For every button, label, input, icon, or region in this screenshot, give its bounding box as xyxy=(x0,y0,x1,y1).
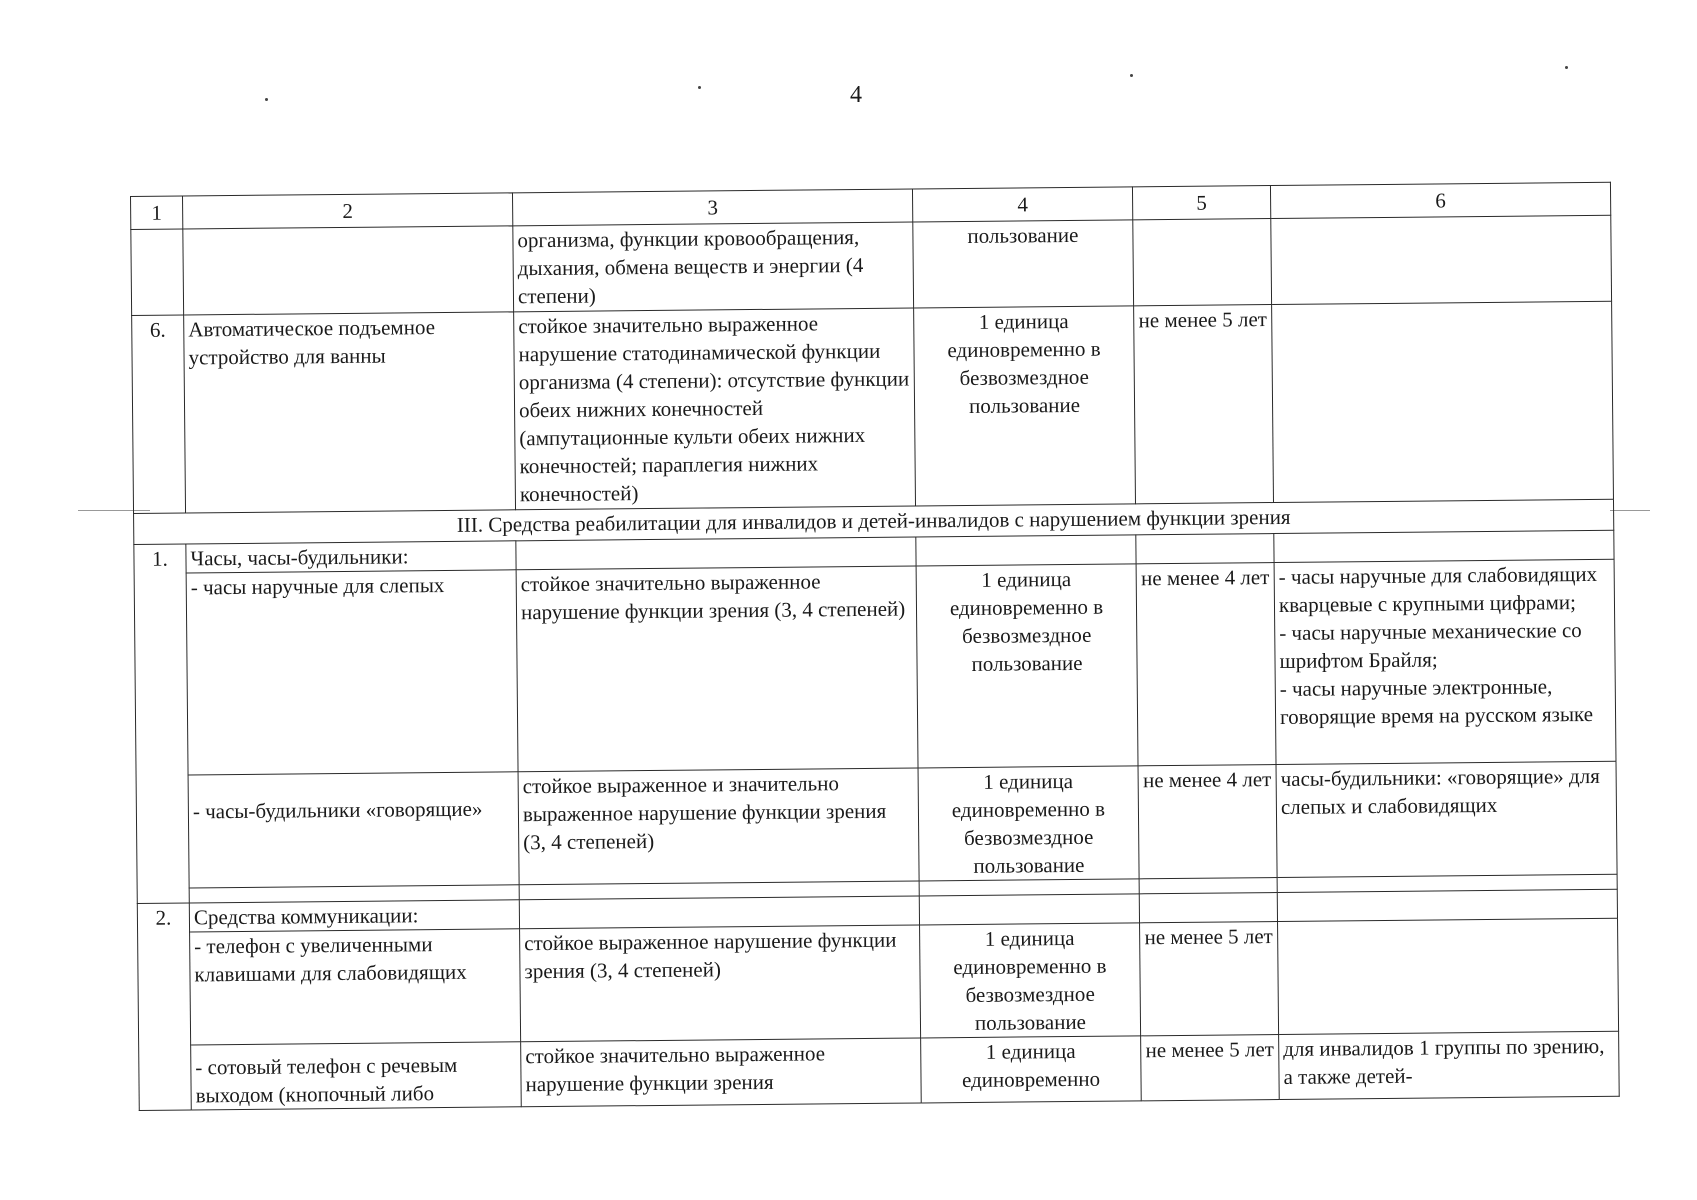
cell-condition: организма, функции кровообращения, дыхания, обмена веществ и энергии (4 степени) xyxy=(513,222,914,312)
cell-condition xyxy=(519,896,919,929)
cell-name: - часы наручные для слепых xyxy=(186,570,518,775)
header-col-3: 3 xyxy=(512,189,912,226)
cell-term xyxy=(1133,219,1272,306)
cell-name: Автоматическое подъемное устройство для ванны xyxy=(184,312,516,513)
cell-note xyxy=(1274,559,1616,764)
cell-condition: стойкое выраженное и значительно выраженное нарушение функции зрения (3, 4 степеней) xyxy=(518,768,919,885)
cell-condition: стойкое значительно выраженное нарушение статодинамической функции организма (4 степени): отсутствие функции обеих нижних конечностей (ампутационные культи обеих нижних конечностей; параплегия нижних конечностей) xyxy=(514,308,916,510)
header-col-4: 4 xyxy=(912,187,1132,222)
cell-quantity: 1 единица единовременно в безвозмездное пользование xyxy=(914,306,1136,506)
header-col-1: 1 xyxy=(131,196,183,229)
cell-num: 6. xyxy=(132,315,186,513)
cell-quantity xyxy=(916,535,1136,566)
table-row-wrist-watch xyxy=(134,559,1616,775)
cell-term xyxy=(1136,534,1274,564)
cell-note: часы-будильники: «говорящие» для слепых и слабовидящих xyxy=(1276,761,1617,877)
cell-group-title: Часы, часы-будильники: xyxy=(186,541,516,573)
scan-speck xyxy=(265,98,268,101)
cell-quantity: 1 единица единовременно в безвозмездное пользование xyxy=(920,923,1141,1038)
cell-condition: стойкое значительно выраженное нарушение функции зрения xyxy=(521,1038,922,1107)
cell-empty xyxy=(1139,878,1277,894)
header-col-2: 2 xyxy=(183,193,513,229)
cell-condition: стойкое выраженное нарушение функции зрения (3, 4 степеней) xyxy=(520,925,921,1042)
cell-note xyxy=(1272,301,1614,502)
cell-num: 2. xyxy=(137,903,191,1110)
section-title: III. Средства реабилитации для инвалидов и детей-инвалидов с нарушением функции зрения xyxy=(134,499,1614,544)
table-row-cell-phone xyxy=(139,1031,1620,1110)
table-row-alarm-clock xyxy=(136,761,1617,888)
cell-num xyxy=(131,229,184,315)
cell-quantity: 1 единица единовременно в безвозмездное пользование xyxy=(916,564,1138,768)
table-row-item-6 xyxy=(132,301,1614,513)
rehabilitation-table xyxy=(130,182,1620,1111)
scan-speck xyxy=(698,86,701,89)
header-col-6: 6 xyxy=(1270,182,1610,218)
table-row-continuation xyxy=(131,215,1612,315)
cell-quantity: пользование xyxy=(913,220,1134,308)
document-sheet xyxy=(130,182,1619,1111)
note-line: - часы наручные электронные, говорящие время на русском языке xyxy=(1279,674,1594,729)
cell-condition xyxy=(516,537,916,570)
cell-quantity xyxy=(919,894,1139,925)
cell-term: не менее 5 лет xyxy=(1134,305,1274,504)
cell-note xyxy=(1271,215,1612,304)
cell-term xyxy=(1139,893,1277,923)
table-row-big-key-phone xyxy=(138,918,1619,1045)
cell-note xyxy=(1278,918,1619,1034)
cell-term: не менее 4 лет xyxy=(1138,765,1277,879)
cell-quantity: 1 единица единовременно xyxy=(921,1036,1142,1103)
note-line: - часы наручные для слабовидящих кварцевые с крупными цифрами; xyxy=(1278,561,1598,617)
note-line: - часы наручные механические со шрифтом Брайля; xyxy=(1279,618,1582,673)
scan-speck xyxy=(1565,66,1568,69)
scan-stray-line-right xyxy=(1610,510,1650,511)
cell-note xyxy=(1277,889,1617,921)
cell-term: не менее 5 лет xyxy=(1140,922,1279,1036)
cell-group-title: Средства коммуникации: xyxy=(189,900,519,932)
cell-quantity: 1 единица единовременно в безвозмездное пользование xyxy=(918,766,1139,881)
cell-note xyxy=(1274,530,1614,562)
cell-term: не менее 5 лет xyxy=(1141,1035,1280,1101)
cell-note: для инвалидов 1 группы по зрению, а также детей- xyxy=(1279,1031,1620,1099)
cell-name: - часы-будильники «говорящие» xyxy=(188,772,519,888)
cell-name: - сотовый телефон с речевым выходом (кнопочный либо xyxy=(191,1042,522,1110)
cell-condition: стойкое значительно выраженное нарушение функции зрения (3, 4 степеней) xyxy=(516,566,918,772)
cell-num: 1. xyxy=(134,544,189,903)
cell-term: не менее 4 лет xyxy=(1136,563,1276,766)
cell-name xyxy=(183,226,514,315)
cell-name: - телефон с увеличенными клавишами для слабовидящих xyxy=(190,929,521,1045)
scan-speck xyxy=(1130,74,1133,77)
header-col-5: 5 xyxy=(1132,186,1270,220)
page-number: 4 xyxy=(850,82,862,108)
